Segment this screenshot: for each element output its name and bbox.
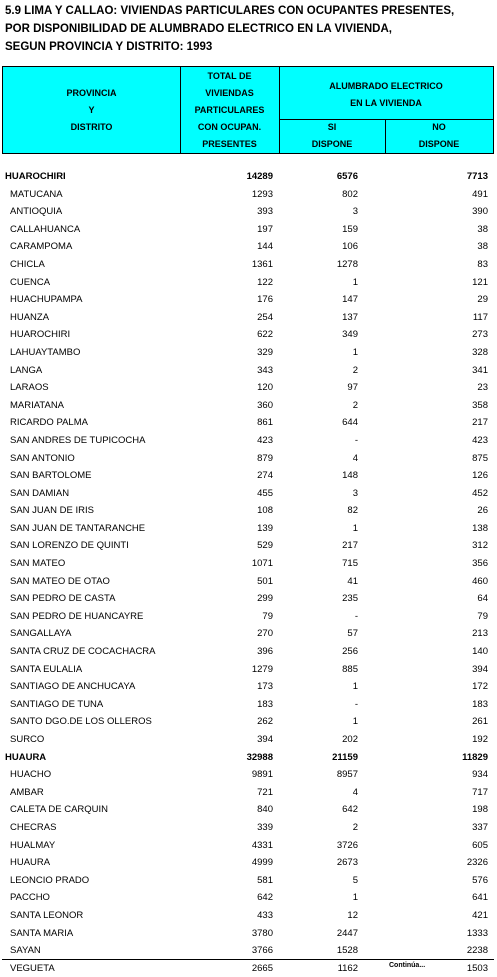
district-name: LARAOS [10,382,49,394]
header-alumbrado: ALUMBRADO ELECTRICO EN LA VIVIENDA [329,81,443,108]
no-dispone-value: 358 [472,399,488,411]
si-dispone-value: 82 [347,505,358,517]
si-dispone-value: - [354,434,358,446]
district-name: SAN ANTONIO [10,452,75,464]
total-value: 455 [257,487,273,499]
total-value: 1361 [251,258,273,270]
table-row [0,309,497,327]
no-dispone-value: 328 [472,346,488,358]
no-dispone-value: 172 [472,681,488,693]
no-dispone-value: 2238 [466,945,488,957]
si-dispone-value: 802 [342,188,358,200]
district-name: HUAURA [5,751,47,763]
si-dispone-value: 4 [352,786,358,798]
total-value: 173 [257,681,273,693]
no-dispone-value: 183 [472,698,488,710]
district-name: LANGA [10,364,43,376]
bottom-rule [2,959,494,960]
district-name: CHICLA [10,258,45,270]
table-row [0,537,497,555]
total-value: 343 [257,364,273,376]
district-name: SANTIAGO DE TUNA [10,698,104,710]
table-row [0,819,497,837]
no-dispone-value: 2326 [466,857,488,869]
table-body [0,168,497,977]
no-dispone-value: 7713 [466,171,488,182]
table-row [0,238,497,256]
total-value: 360 [257,399,273,411]
si-dispone-value: 106 [342,241,358,253]
si-dispone-value: 147 [342,294,358,306]
table-row [0,696,497,714]
table-row [0,854,497,872]
total-value: 721 [257,786,273,798]
si-dispone-value: 1 [352,346,358,358]
table-row [0,837,497,855]
continua-note: Continúa... [389,962,426,969]
no-dispone-value: 64 [477,593,488,605]
table-row [0,678,497,696]
si-dispone-value: 1278 [336,258,358,270]
title-line-3: SEGUN PROVINCIA Y DISTRITO: 1993 [5,41,213,53]
total-value: 396 [257,646,273,658]
table-row [0,608,497,626]
no-dispone-value: 192 [472,734,488,745]
total-value: 183 [257,698,273,710]
si-dispone-value: 4 [352,452,358,464]
si-dispone-value: 3 [352,487,358,499]
total-value: 433 [257,909,273,921]
district-name: CALETA DE CARQUIN [10,804,109,816]
table-row [0,450,497,468]
no-dispone-value: 421 [472,909,488,921]
header-no-dispone: NO DISPONE [418,122,460,149]
si-dispone-value: 148 [342,470,358,482]
total-value: 32988 [246,751,273,763]
si-dispone-value: 2 [352,364,358,376]
header-provincia-distrito: PROVINCIA Y DISTRITO [66,88,117,132]
table-row [0,274,497,292]
si-dispone-value: 1 [352,681,358,693]
si-dispone-value: 1 [352,522,358,534]
no-dispone-value: 38 [477,241,488,253]
si-dispone-value: 3726 [336,839,358,851]
district-name: SAN BARTOLOME [10,470,92,482]
no-dispone-value: 452 [472,487,488,499]
table-row [0,942,497,960]
si-dispone-value: 642 [342,804,358,816]
no-dispone-value: 641 [472,892,488,904]
district-name: SAN MATEO [10,558,66,570]
total-value: 339 [257,821,273,833]
no-dispone-value: 23 [477,382,488,394]
district-name: SANGALLAYA [10,628,72,640]
table-row [0,186,497,204]
si-dispone-value: 159 [342,223,358,235]
no-dispone-value: 390 [472,206,488,218]
si-dispone-value: 97 [347,382,358,394]
district-name: SAN ANDRES DE TUPICOCHA [10,434,146,446]
district-name: HUAROCHIRI [10,329,71,341]
total-value: 581 [257,874,273,886]
no-dispone-value: 126 [472,470,488,482]
district-name: CARAMPOMA [10,241,73,253]
table-row [0,256,497,274]
district-name: SAN PEDRO DE HUANCAYRE [10,610,144,622]
si-dispone-value: 1528 [336,945,358,957]
district-name: SAN JUAN DE TANTARANCHE [10,522,146,534]
si-dispone-value: 8957 [336,769,358,781]
no-dispone-value: 717 [472,786,488,798]
total-value: 139 [257,522,273,534]
si-dispone-value: 1 [352,892,358,904]
si-dispone-value: 349 [342,329,358,341]
district-name: HUAURA [10,857,51,869]
district-name: ANTIOQUIA [10,206,63,218]
table-row [0,485,497,503]
title-line-2: POR DISPONIBILIDAD DE ALUMBRADO ELECTRICO EN LA VIVIENDA, [5,23,392,35]
table-row [0,766,497,784]
total-value: 423 [257,434,273,446]
no-dispone-value: 341 [472,364,488,376]
no-dispone-value: 217 [472,417,488,429]
si-dispone-value: 235 [342,593,358,605]
total-value: 529 [257,540,273,552]
table-row [0,907,497,925]
header-total-viviendas: TOTAL DE VIVIENDAS PARTICULARES CON OCUPAN. PRESENTES [194,71,265,149]
no-dispone-value: 261 [472,716,488,728]
total-value: 1071 [251,558,273,570]
table-row [0,784,497,802]
table-row [0,731,497,749]
si-dispone-value: 21159 [332,751,358,763]
si-dispone-value: 41 [347,575,358,587]
total-value: 2665 [251,962,273,974]
no-dispone-value: 423 [472,434,488,446]
total-value: 108 [257,505,273,517]
table-title [5,2,495,56]
table-header [2,66,494,154]
header-si-dispone: SI DISPONE [311,122,353,149]
district-name: SANTO DGO.DE LOS OLLEROS [10,716,152,728]
si-dispone-value: 137 [342,311,358,323]
si-dispone-value: 1 [352,716,358,728]
no-dispone-value: 121 [472,276,488,288]
table-row [0,326,497,344]
table-row [0,573,497,591]
total-value: 3780 [251,927,273,939]
no-dispone-value: 605 [472,839,488,851]
si-dispone-value: - [354,610,358,622]
district-name: SANTA MARIA [10,927,74,939]
si-dispone-value: 5 [352,874,358,886]
district-name: SAN MATEO DE OTAO [10,575,110,587]
table-row [0,872,497,890]
total-value: 3766 [251,945,273,957]
district-name: HUACHUPAMPA [10,294,83,306]
no-dispone-value: 1333 [466,927,488,939]
si-dispone-value: - [354,698,358,710]
table-row [0,502,497,520]
district-name: SANTA EULALIA [10,663,83,675]
total-value: 122 [257,276,273,288]
district-name: SANTIAGO DE ANCHUCAYA [10,681,136,693]
table-row [0,467,497,485]
total-value: 393 [257,206,273,218]
no-dispone-value: 117 [472,311,488,323]
district-name: SAN JUAN DE IRIS [10,505,94,517]
no-dispone-value: 79 [477,610,488,622]
no-dispone-value: 934 [472,769,488,781]
district-name: SANTA LEONOR [10,909,84,921]
total-value: 79 [262,610,273,622]
no-dispone-value: 356 [472,558,488,570]
si-dispone-value: 2 [352,821,358,833]
total-value: 1279 [251,663,273,675]
total-value: 274 [257,470,273,482]
si-dispone-value: 202 [342,734,358,745]
table-row [0,432,497,450]
no-dispone-value: 29 [477,294,488,306]
total-value: 14289 [246,171,273,182]
total-value: 197 [257,223,273,235]
si-dispone-value: 1162 [337,962,358,974]
district-name: SAN LORENZO DE QUINTI [10,540,129,552]
table-row [0,555,497,573]
table-row [0,397,497,415]
table-row [0,590,497,608]
si-dispone-value: 6576 [336,171,358,182]
district-name: SANTA CRUZ DE COCACHACRA [10,646,156,658]
total-value: 9891 [251,769,273,781]
district-name: SAN DAMIAN [10,487,70,499]
total-value: 254 [257,311,273,323]
district-name: PACCHO [10,892,50,904]
no-dispone-value: 875 [472,452,488,464]
district-name: LEONCIO PRADO [10,874,90,886]
total-value: 642 [257,892,273,904]
district-name: HUALMAY [10,839,56,851]
no-dispone-value: 576 [472,874,488,886]
table-row [0,889,497,907]
table-row [0,291,497,309]
district-name: CUENCA [10,276,51,288]
total-value: 1293 [251,188,273,200]
no-dispone-value: 337 [472,821,488,833]
district-name: LAHUAYTAMBO [10,346,81,358]
no-dispone-value: 394 [472,663,488,675]
district-name: MATUCANA [10,188,63,200]
si-dispone-value: 715 [342,558,358,570]
si-dispone-value: 1 [352,276,358,288]
no-dispone-value: 460 [472,575,488,587]
table-row [0,221,497,239]
si-dispone-value: 57 [347,628,358,640]
province-row [0,168,497,186]
si-dispone-value: 2447 [336,927,358,939]
no-dispone-value: 26 [477,505,488,517]
no-dispone-value: 213 [472,628,488,640]
district-name: CHECRAS [10,821,57,833]
no-dispone-value: 312 [472,540,488,552]
total-value: 4331 [251,839,273,851]
si-dispone-value: 12 [347,909,358,921]
total-value: 262 [257,716,273,728]
table-row [0,661,497,679]
si-dispone-value: 2673 [336,857,358,869]
total-value: 622 [257,329,273,341]
total-value: 861 [257,417,273,429]
table-row [0,625,497,643]
title-line-1: 5.9 LIMA Y CALLAO: VIVIENDAS PARTICULARES CON OCUPANTES PRESENTES, [5,5,455,17]
si-dispone-value: 3 [352,206,358,218]
total-value: 176 [257,294,273,306]
no-dispone-value: 11829 [462,751,488,763]
table-row [0,344,497,362]
no-dispone-value: 38 [477,223,488,235]
table-row [0,379,497,397]
si-dispone-value: 217 [342,540,358,552]
district-name: SAN PEDRO DE CASTA [10,593,116,605]
si-dispone-value: 2 [352,399,358,411]
no-dispone-value: 198 [472,804,488,816]
total-value: 840 [257,804,273,816]
total-value: 394 [257,734,273,745]
total-value: 329 [257,346,273,358]
table-row [0,203,497,221]
no-dispone-value: 273 [472,329,488,341]
table-row [0,362,497,380]
district-name: HUACHO [10,769,52,781]
si-dispone-value: 885 [342,663,358,675]
district-name: CALLAHUANCA [10,223,81,235]
province-row [0,749,497,767]
district-name: AMBAR [10,786,44,798]
si-dispone-value: 644 [342,417,358,429]
table-row [0,520,497,538]
district-name: HUAROCHIRI [5,171,66,182]
total-value: 144 [257,241,273,253]
total-value: 4999 [251,857,273,869]
table-row [0,643,497,661]
table-row [0,801,497,819]
no-dispone-value: 138 [472,522,488,534]
district-name: VEGUETA [10,962,55,974]
total-value: 270 [257,628,273,640]
district-name: HUANZA [10,311,50,323]
district-name: SAYAN [10,945,41,957]
district-name: MARIATANA [10,399,65,411]
total-value: 501 [257,575,273,587]
total-value: 879 [257,452,273,464]
total-value: 120 [257,382,273,394]
no-dispone-value: 491 [472,188,488,200]
total-value: 299 [257,593,273,605]
no-dispone-value: 1503 [466,962,488,974]
table-row [0,713,497,731]
district-name: SURCO [10,734,45,745]
no-dispone-value: 83 [477,258,488,270]
table-row [0,414,497,432]
no-dispone-value: 140 [472,646,488,658]
district-name: RICARDO PALMA [10,417,88,429]
table-row [0,925,497,943]
si-dispone-value: 256 [342,646,358,658]
